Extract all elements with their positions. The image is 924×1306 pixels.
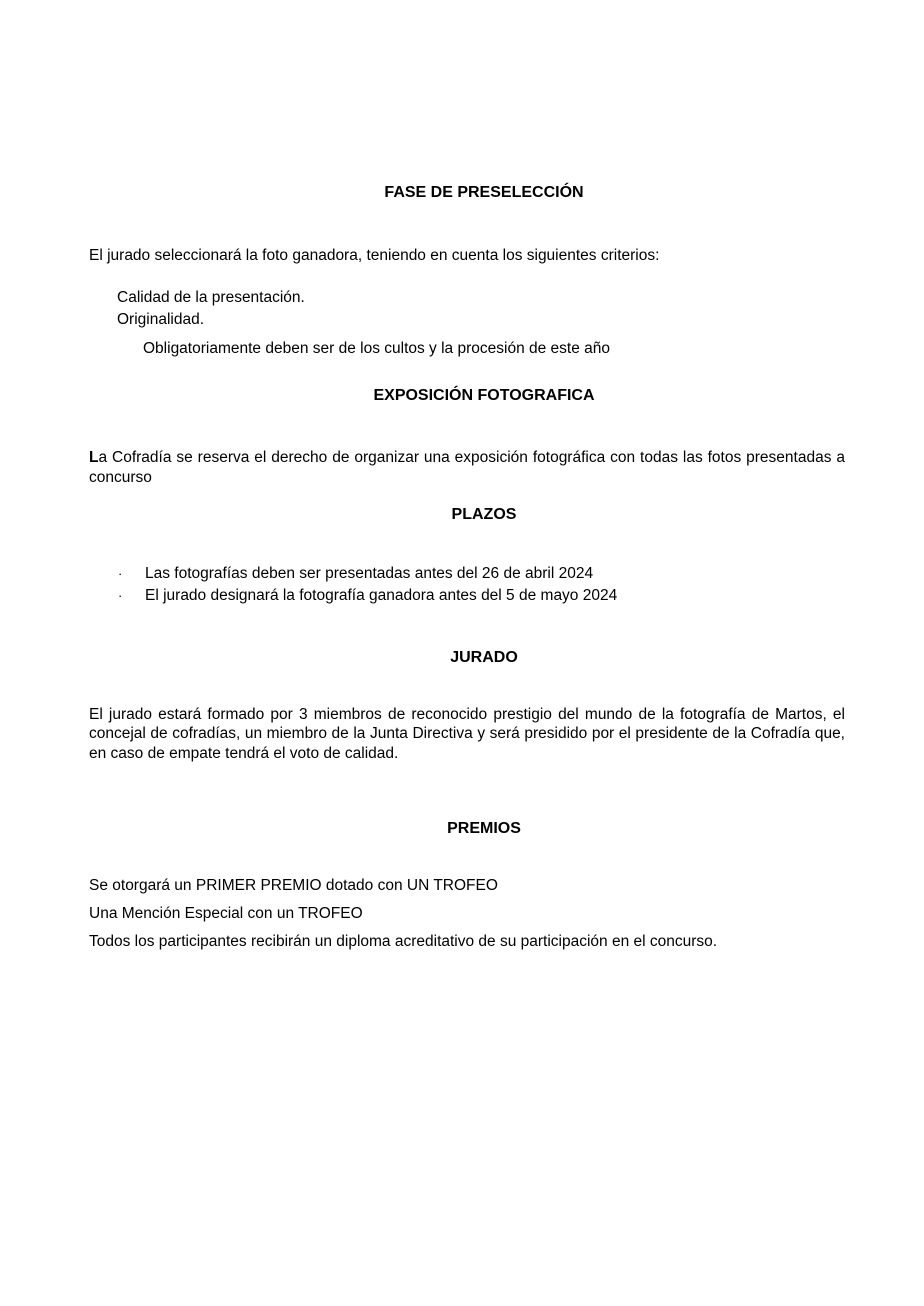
list-item <box>89 585 845 607</box>
heading-premios: PREMIOS <box>447 820 521 838</box>
plazos-item-presentacion: Las fotografías deben ser presentadas antes del 26 de abril 2024 <box>145 565 594 582</box>
paragraph-diploma: Todos los participantes recibirán un diploma acreditativo de su participación en el concurso. <box>89 933 718 951</box>
heading-fase-preseleccion: FASE DE PRESELECCIÓN <box>384 184 584 201</box>
paragraph-obligatoriamente-note: Obligatoriamente deben ser de los cultos y la procesión de este año <box>143 340 611 357</box>
paragraph-criterios-intro: El jurado seleccionará la foto ganadora, teniendo en cuenta los siguientes criterios: <box>89 247 660 264</box>
list-item <box>89 563 845 585</box>
paragraph-primer-premio: Se otorgará un PRIMER PREMIO dotado con UN TROFEO <box>89 877 498 895</box>
criteria-item-calidad: Calidad de la presentación. <box>117 289 305 306</box>
paragraph-mencion-especial: Una Mención Especial con un TROFEO <box>89 905 363 923</box>
heading-plazos: PLAZOS <box>451 506 517 523</box>
heading-exposicion-fotografica: EXPOSICIÓN FOTOGRAFICA <box>373 387 595 404</box>
paragraph-exposicion <box>89 448 845 488</box>
exposicion-body-text: a Cofradía se reserva el derecho de organizar una exposición fotográfica con todas las fotos presentadas a concurso <box>89 449 845 486</box>
plazos-item-designacion: El jurado designará la fotografía ganadora antes del 5 de mayo 2024 <box>145 587 618 604</box>
paragraph-jurado: El jurado estará formado por 3 miembros de reconocido prestigio del mundo de la fotografía de Martos, el concejal de cofradías, un miembro de la Junta Directiva y será presidido por el presidente de la Cofradía que, en caso de empate tendrá el voto de calidad. <box>89 706 845 762</box>
bullet-dot-icon: · <box>118 588 123 603</box>
plazos-list <box>89 563 845 607</box>
exposicion-lead-letter: L <box>89 449 99 466</box>
bullet-dot-icon: · <box>118 566 123 581</box>
heading-jurado: JURADO <box>450 649 518 666</box>
criteria-list <box>89 287 845 331</box>
criteria-item-originalidad: Originalidad. <box>117 311 205 328</box>
